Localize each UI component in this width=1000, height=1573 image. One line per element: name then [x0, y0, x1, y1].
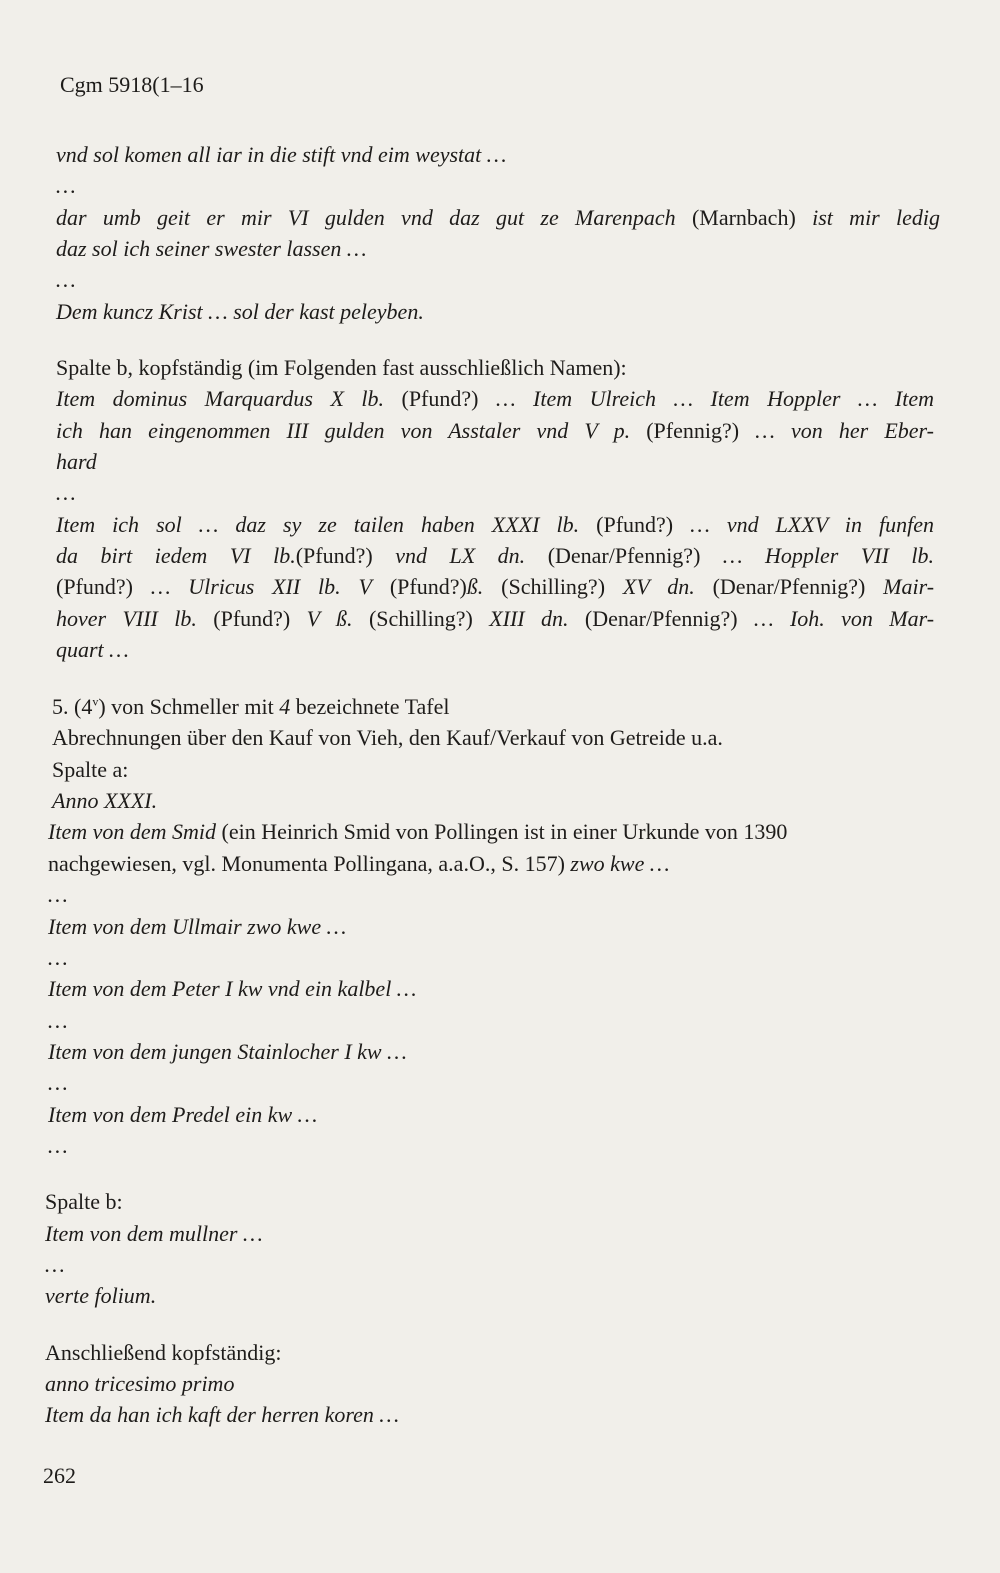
section-heading: Spalte b, kopfständig (im Folgenden fast ausschließlich Namen): [56, 355, 627, 380]
ellipsis-line: … [56, 480, 76, 505]
ellipsis-line: … [48, 1008, 68, 1033]
text-span: ) von Schmeller mit [98, 694, 274, 719]
text-span: … Item Ulreich … Item Hoppler … Item [495, 386, 935, 411]
text-line [56, 543, 934, 569]
text-span: Item ich sol … daz sy ze tailen haben XXXI lb. [56, 512, 580, 537]
text-span: Item von dem Smid [48, 819, 217, 844]
ellipsis-line: … [48, 882, 68, 907]
column-label: Spalte b: [45, 1189, 123, 1214]
ellipsis-line: … [48, 1070, 68, 1095]
text-line: Abrechnungen über den Kauf von Vieh, den Kauf/Verkauf von Getreide u.a. [52, 725, 723, 750]
column-label: Spalte a: [52, 757, 129, 782]
ellipsis-line: … [48, 945, 68, 970]
superscript: v [92, 694, 99, 709]
text-span: … vnd LXXV in funfen [690, 512, 935, 537]
text-line [56, 606, 934, 632]
text-span: XIII dn. [489, 606, 569, 631]
gloss-span: (Pfennig?) [646, 418, 740, 443]
gloss-span: (Pfund?) [596, 512, 674, 537]
gloss-span: (Denar/Pfennig?) [712, 574, 866, 599]
page-number: 262 [43, 1463, 76, 1488]
text-span: XV dn. [622, 574, 695, 599]
text-line: Anno XXXI. [52, 788, 158, 813]
gloss-span: (ein Heinrich Smid von Pollingen ist in einer Urkunde von 1390 [221, 819, 788, 844]
text-line [56, 574, 934, 600]
ellipsis-line: … [56, 173, 76, 198]
text-span: ß. [466, 574, 484, 599]
text-span: 4 [279, 694, 291, 719]
text-line: Dem kuncz Krist … sol der kast peleyben. [56, 299, 424, 324]
gloss-span: (Pfund?) [389, 574, 467, 599]
text-line: Item von dem jungen Stainlocher I kw … [48, 1039, 407, 1064]
gloss-span: (Denar/Pfennig?) [584, 606, 738, 631]
text-line: hard [56, 449, 97, 474]
text-line: Item von dem Predel ein kw … [48, 1102, 318, 1127]
text-span: Mair- [883, 574, 935, 599]
text-span: … Ulricus XII lb. V [150, 574, 372, 599]
gloss-span: (Schilling?) [368, 606, 473, 631]
text-line [48, 851, 669, 877]
text-line: Item von dem Peter I kw vnd ein kalbel … [48, 976, 417, 1001]
gloss-span: (Pfund?) [213, 606, 291, 631]
text-line: verte folium. [45, 1283, 157, 1308]
text-span: … Ioh. von Mar- [754, 606, 935, 631]
section-heading [52, 694, 449, 720]
text-line: Item von dem Ullmair zwo kwe … [48, 914, 347, 939]
text-span: dar umb geit er mir VI gulden vnd daz gut ze Marenpach [56, 205, 676, 230]
text-line: Item da han ich kaft der herren koren … [45, 1402, 399, 1427]
section-heading: Anschließend kopfständig: [45, 1340, 282, 1365]
text-span: … Hoppler VII lb. [722, 543, 935, 568]
gloss-span: (Marnbach) [691, 205, 796, 230]
text-line: vnd sol komen all iar in die stift vnd eim weystat … [56, 142, 507, 167]
text-span: hover VIII lb. [56, 606, 197, 631]
text-line: Item von dem mullner … [45, 1221, 263, 1246]
text-line [56, 512, 934, 538]
gloss-span: (Denar/Pfennig?) [547, 543, 701, 568]
text-line: daz sol ich seiner swester lassen … [56, 236, 367, 261]
text-span: ist mir ledig [812, 205, 941, 230]
ellipsis-line: … [48, 1133, 68, 1158]
gloss-span: (Schilling?) [501, 574, 606, 599]
ellipsis-line: … [45, 1252, 65, 1277]
text-line [56, 418, 934, 444]
text-span: V ß. [306, 606, 353, 631]
text-span: ich han eingenommen III gulden von Asstaler vnd V p. [56, 418, 631, 443]
text-line [56, 386, 934, 412]
text-line [56, 205, 940, 231]
text-span: da birt iedem VI lb. [56, 543, 296, 568]
gloss-span: (Pfund?) [401, 386, 479, 411]
running-header: Cgm 5918(1–16 [60, 72, 204, 97]
text-line: quart … [56, 637, 129, 662]
text-span: vnd LX dn. [395, 543, 526, 568]
text-span: Item dominus Marquardus X lb. [56, 386, 385, 411]
text-span: 5. (4 [52, 694, 93, 719]
text-span: … von her Eber- [755, 418, 935, 443]
gloss-span: (Pfund?) [295, 543, 373, 568]
text-line: anno tricesimo primo [45, 1371, 235, 1396]
text-line [48, 819, 787, 845]
text-span: bezeichnete Tafel [295, 694, 450, 719]
ellipsis-line: … [56, 267, 76, 292]
gloss-span: (Pfund?) [56, 574, 133, 599]
gloss-span: nachgewiesen, vgl. Monumenta Pollingana, a.a.O., S. 157) [48, 851, 565, 876]
text-span: zwo kwe … [570, 851, 670, 876]
